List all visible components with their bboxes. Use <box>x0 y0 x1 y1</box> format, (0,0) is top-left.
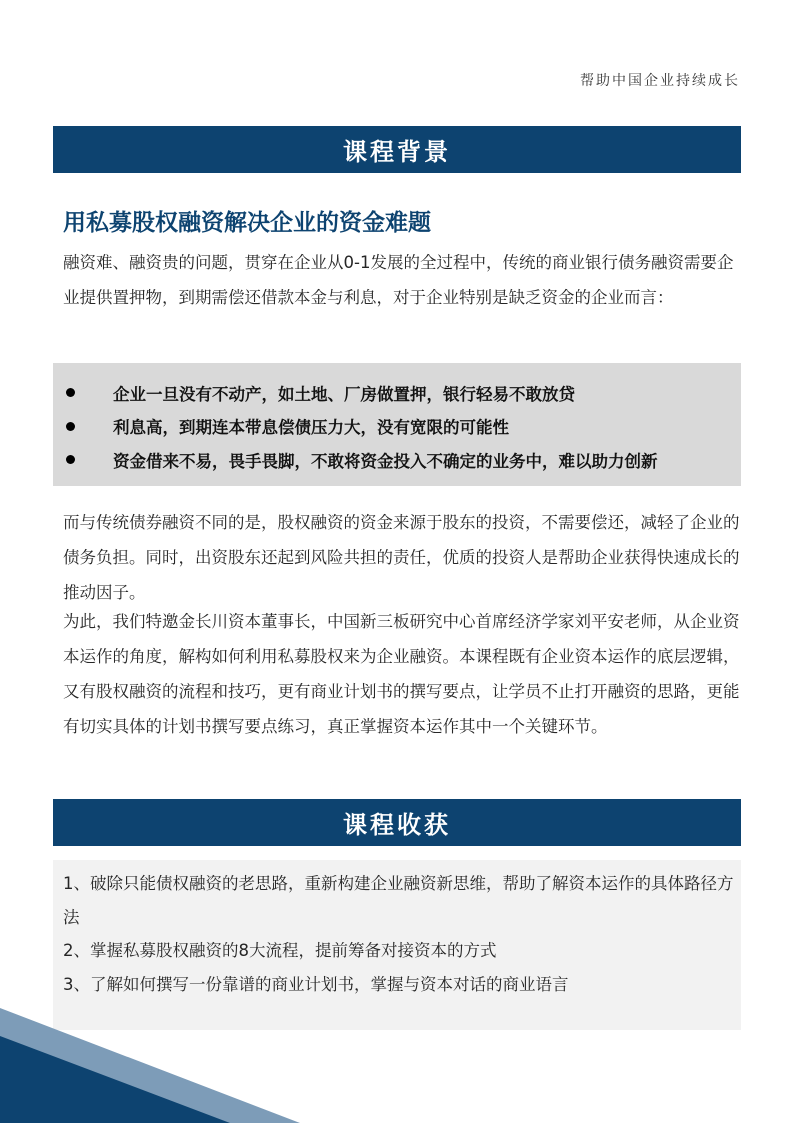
corner-decoration <box>0 1008 300 1123</box>
bullet-list <box>53 376 741 477</box>
header-tagline: 帮助中国企业持续成长 <box>580 73 740 89</box>
intro-paragraph: 融资难、融资贵的问题，贯穿在企业从0-1发展的全过程中，传统的商业银行债务融资需要企业提供置押物，到期需偿还借款本金与利息，对于企业特别是缺乏资金的企业而言： <box>63 253 734 307</box>
section-heading-gains: 课程收获 <box>53 799 741 846</box>
section-subtitle: 用私募股权融资解决企业的资金难题 <box>63 210 431 236</box>
section-heading-background: 课程背景 <box>53 126 741 173</box>
bullet-item <box>53 410 741 444</box>
equity-paragraph: 而与传统债券融资不同的是，股权融资的资金来源于股东的投资，不需要偿还，减轻了企业的债务负担。同时，出资股东还起到风险共担的责任，优质的投资人是帮助企业获得快速成长的推动因子。 <box>63 513 740 602</box>
bullet-dot-icon <box>66 388 75 397</box>
bullet-text: 企业一旦没有不动产，如土地、厂房做置押，银行轻易不敢放贷 <box>113 384 575 404</box>
gain-item: 3、了解如何撰写一份靠谱的商业计划书，掌握与资本对话的商业语言 <box>63 974 569 994</box>
course-intro-paragraph: 为此，我们特邀金长川资本董事长，中国新三板研究中心首席经济学家刘平安老师，从企业资本运作的角度，解构如何利用私募股权来为企业融资。本课程既有企业资本运作的底层逻辑，又有股权融资的流程和技巧，更有商业计划书的撰写要点，让学员不止打开融资的思路，更能有切实具体的计划书撰写要点练习，真正掌握资本运作其中一个关键环节。 <box>63 612 740 736</box>
bullet-text: 资金借来不易，畏手畏脚，不敢将资金投入不确定的业务中，难以助力创新 <box>113 451 658 471</box>
gains-list <box>63 867 738 1001</box>
gains-box <box>53 860 741 1030</box>
bullet-box <box>53 363 741 486</box>
bullet-item <box>53 443 741 477</box>
bullet-dot-icon <box>66 455 75 464</box>
bullet-text: 利息高，到期连本带息偿债压力大，没有宽限的可能性 <box>113 418 509 438</box>
bullet-dot-icon <box>66 422 75 431</box>
gain-item: 2、掌握私募股权融资的8大流程，提前筹备对接资本的方式 <box>63 941 497 960</box>
bullet-item <box>53 376 741 410</box>
gain-item: 1、破除只能债权融资的老思路，重新构建企业融资新思维，帮助了解资本运作的具体路径方法 <box>63 874 734 927</box>
